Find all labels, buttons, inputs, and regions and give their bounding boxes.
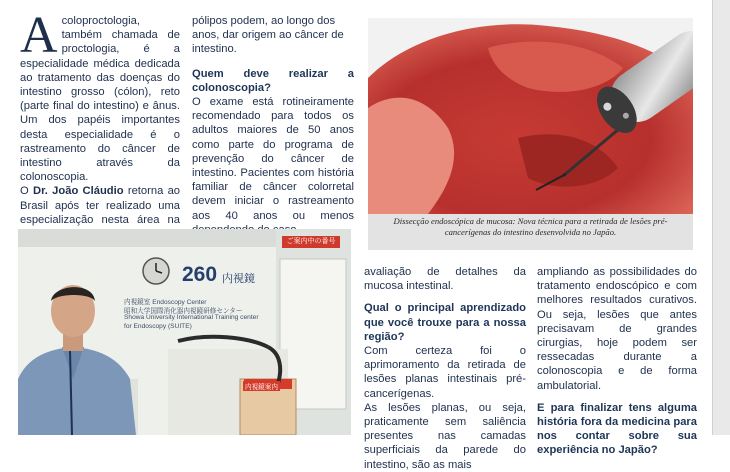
doctor-name: Dr. João Cláudio <box>32 185 124 198</box>
room-label: 内視鏡 <box>222 273 255 285</box>
question-who: Quem deve realizar a colonoscopia? <box>192 67 354 94</box>
column-colonoscopy <box>192 14 354 237</box>
sign-line-4: for Endoscopy (SUITE) <box>124 323 192 330</box>
endoscopy-illustration <box>368 18 693 214</box>
answer-learning-2: As lesões planas, ou seja, praticamente sem saliência presentes nas camadas superficiais da parede do intestino, são as mais <box>364 401 526 471</box>
answer-learning-1: Com certeza foi o aprimoramento da retirada de lesões planas intestinais pré-cancerígenas. <box>364 345 526 400</box>
intro-text: coloproctologia, também chamada de proctologia, é a especialidade médica dedicada ao tratamento das doenças do intestino grosso (cólon), reto (parte final do intestino) e ânus. Um dos papéis importantes desta especialidade é o rastreamento do câncer de intestino através da colonoscopia. <box>20 15 180 184</box>
photo-caption: Dissecção endoscópica de mucosa: Nova técnica para a retirada de lesões pré-cancerígenas do intestino desenvolvida no Japão. <box>368 214 693 250</box>
drop-cap: A <box>20 7 58 64</box>
answer-who: O exame está rotineiramente recomendado para todos os adultos maiores de 50 anos como parte do programa de prevenção do câncer de intestino. Pacientes com história familiar de câncer colorretal devem iniciar o rastreamento aos 40 anos ou menos <box>192 96 354 222</box>
para2-prefix: O <box>20 185 29 198</box>
column-learning <box>364 265 526 472</box>
doctor-photo <box>18 229 351 435</box>
question-learning: Qual o principal aprendizado que você trouxe para a nossa região? <box>364 302 526 343</box>
endoscopy-photo <box>368 18 693 214</box>
room-number: 260 <box>182 263 218 286</box>
notice-sign: ご案内中の番号 <box>282 236 340 248</box>
col3-lead: avaliação de detalhes da mucosa intestinal. <box>364 266 526 293</box>
col2-lead: pólipos podem, ao longo dos anos, dar origem ao câncer de intestino. <box>192 15 344 56</box>
doctor-scene <box>18 229 351 435</box>
sign-line-2: 昭和大学国際消化器内視鏡研修センター <box>124 308 243 315</box>
sign-line-3: Showa University International Training center <box>124 314 259 321</box>
question-japan: E para finalizar tens alguma história fora da medicina para nos contar sobre sua experiência no Japão? <box>537 401 697 457</box>
page-edge <box>712 0 730 435</box>
sign-line-1: 内視鏡室 Endoscopy Center <box>124 299 207 306</box>
para2-text: retorna ao Brasil após ter realizado uma especialização nesta área na <box>20 185 181 226</box>
column-closing <box>537 265 697 458</box>
col4-lead: ampliando as possibilidades do tratamento endoscópico e com melhores resultados curativos. Ou seja, lesões que antes precisavam de grandes cirurgias, hoje podem ser ressecadas durante a colonoscopia e de forma ambulatorial. <box>537 266 697 392</box>
guide-sign: 内視鏡案内 <box>243 381 280 391</box>
